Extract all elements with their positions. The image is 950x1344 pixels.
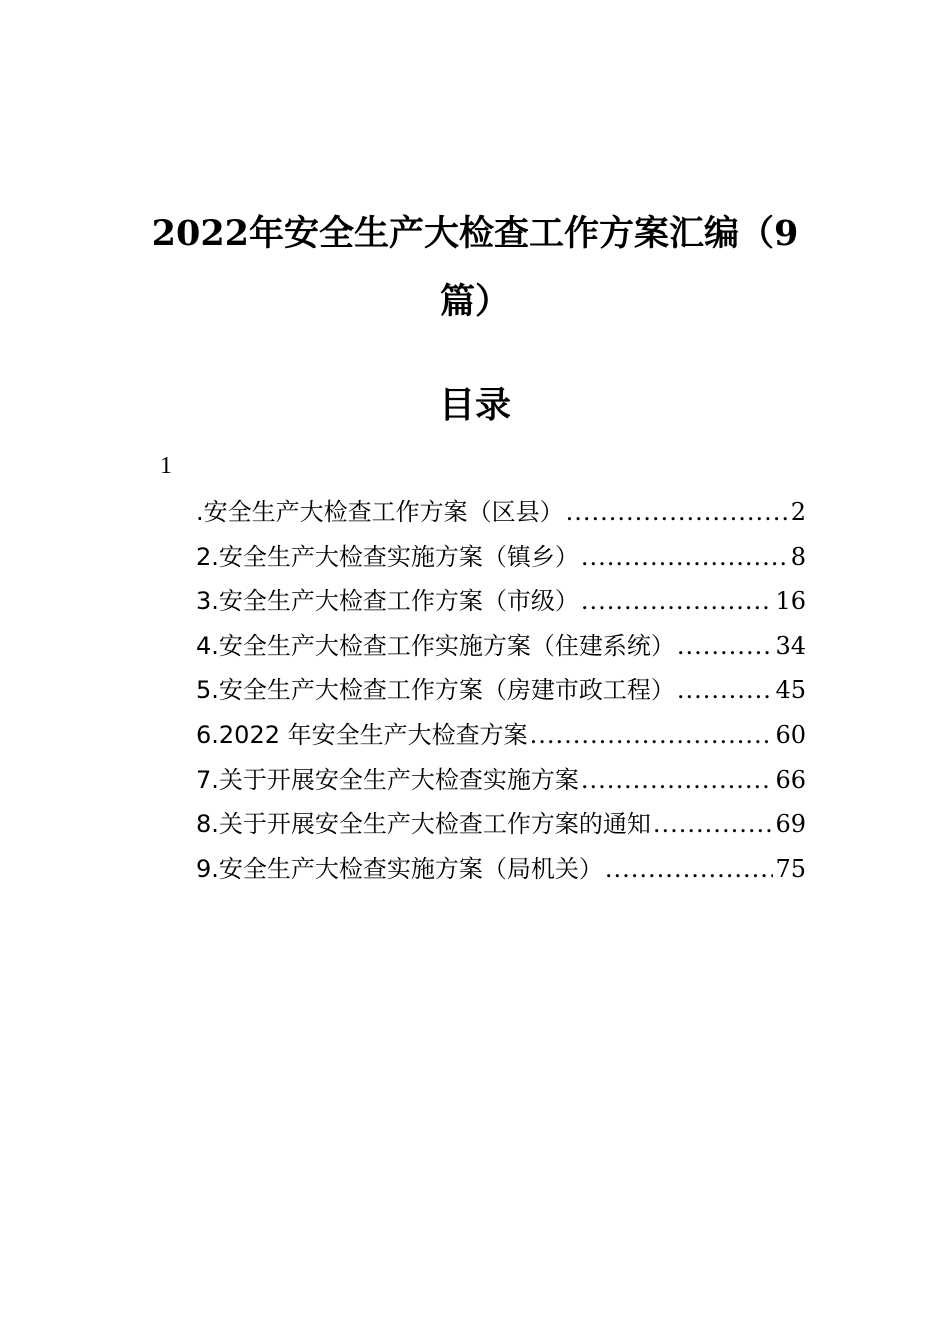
toc-entry-page-number: 2 <box>790 498 806 526</box>
table-of-contents <box>196 490 806 891</box>
toc-entry-title: 5.安全生产大检查工作方案（房建市政工程） <box>196 676 675 705</box>
toc-entry-4[interactable] <box>196 624 806 669</box>
toc-number: 1 <box>160 453 172 479</box>
toc-entry-page-number: 75 <box>775 854 806 883</box>
toc-entry-title: 6.2022 年安全生产大检查方案 <box>196 720 528 749</box>
toc-entry-title: 7.关于开展安全生产大检查实施方案 <box>196 765 579 794</box>
toc-dot-leader <box>530 713 774 758</box>
toc-entry-title: 8.关于开展安全生产大检查工作方案的通知 <box>196 810 651 839</box>
toc-entry-page-number: 60 <box>775 720 806 749</box>
toc-dot-leader <box>653 802 774 847</box>
toc-entry-page-number: 69 <box>775 810 806 839</box>
toc-entry-title: 9.安全生产大检查实施方案（局机关） <box>196 854 603 883</box>
toc-entry-3[interactable] <box>196 579 806 624</box>
toc-entry-9[interactable] <box>196 847 806 892</box>
toc-entry-1[interactable] <box>196 490 806 535</box>
toc-dot-leader <box>605 847 774 892</box>
toc-dot-leader <box>677 668 774 713</box>
toc-entry-title: 2.安全生产大检查实施方案（镇乡） <box>196 542 579 571</box>
toc-entry-page-number: 34 <box>775 631 806 660</box>
toc-entry-title: 4.安全生产大检查工作实施方案（住建系统） <box>196 631 675 660</box>
document-title-line-2: 篇） <box>439 281 510 322</box>
toc-entry-5[interactable] <box>196 668 806 713</box>
document-title-line-1: 2022年安全生产大检查工作方案汇编（9 <box>151 213 799 254</box>
toc-entry-page-number: 45 <box>775 676 806 705</box>
toc-dot-leader <box>581 579 774 624</box>
toc-heading: 目录 <box>438 384 511 426</box>
toc-entry-2[interactable] <box>196 535 806 580</box>
toc-entry-7[interactable] <box>196 758 806 803</box>
toc-entry-8[interactable] <box>196 802 806 847</box>
toc-entry-page-number: 16 <box>775 587 806 616</box>
toc-entry-page-number: 8 <box>790 542 806 571</box>
toc-dot-leader <box>566 490 789 535</box>
toc-entry-6[interactable] <box>196 713 806 758</box>
toc-entry-title: 3.安全生产大检查工作方案（市级） <box>196 587 579 616</box>
toc-entry-title: .安全生产大检查工作方案（区县） <box>196 498 564 526</box>
toc-entry-page-number: 66 <box>775 765 806 794</box>
toc-dot-leader <box>677 624 774 669</box>
toc-dot-leader <box>581 758 774 803</box>
toc-dot-leader <box>581 535 789 580</box>
